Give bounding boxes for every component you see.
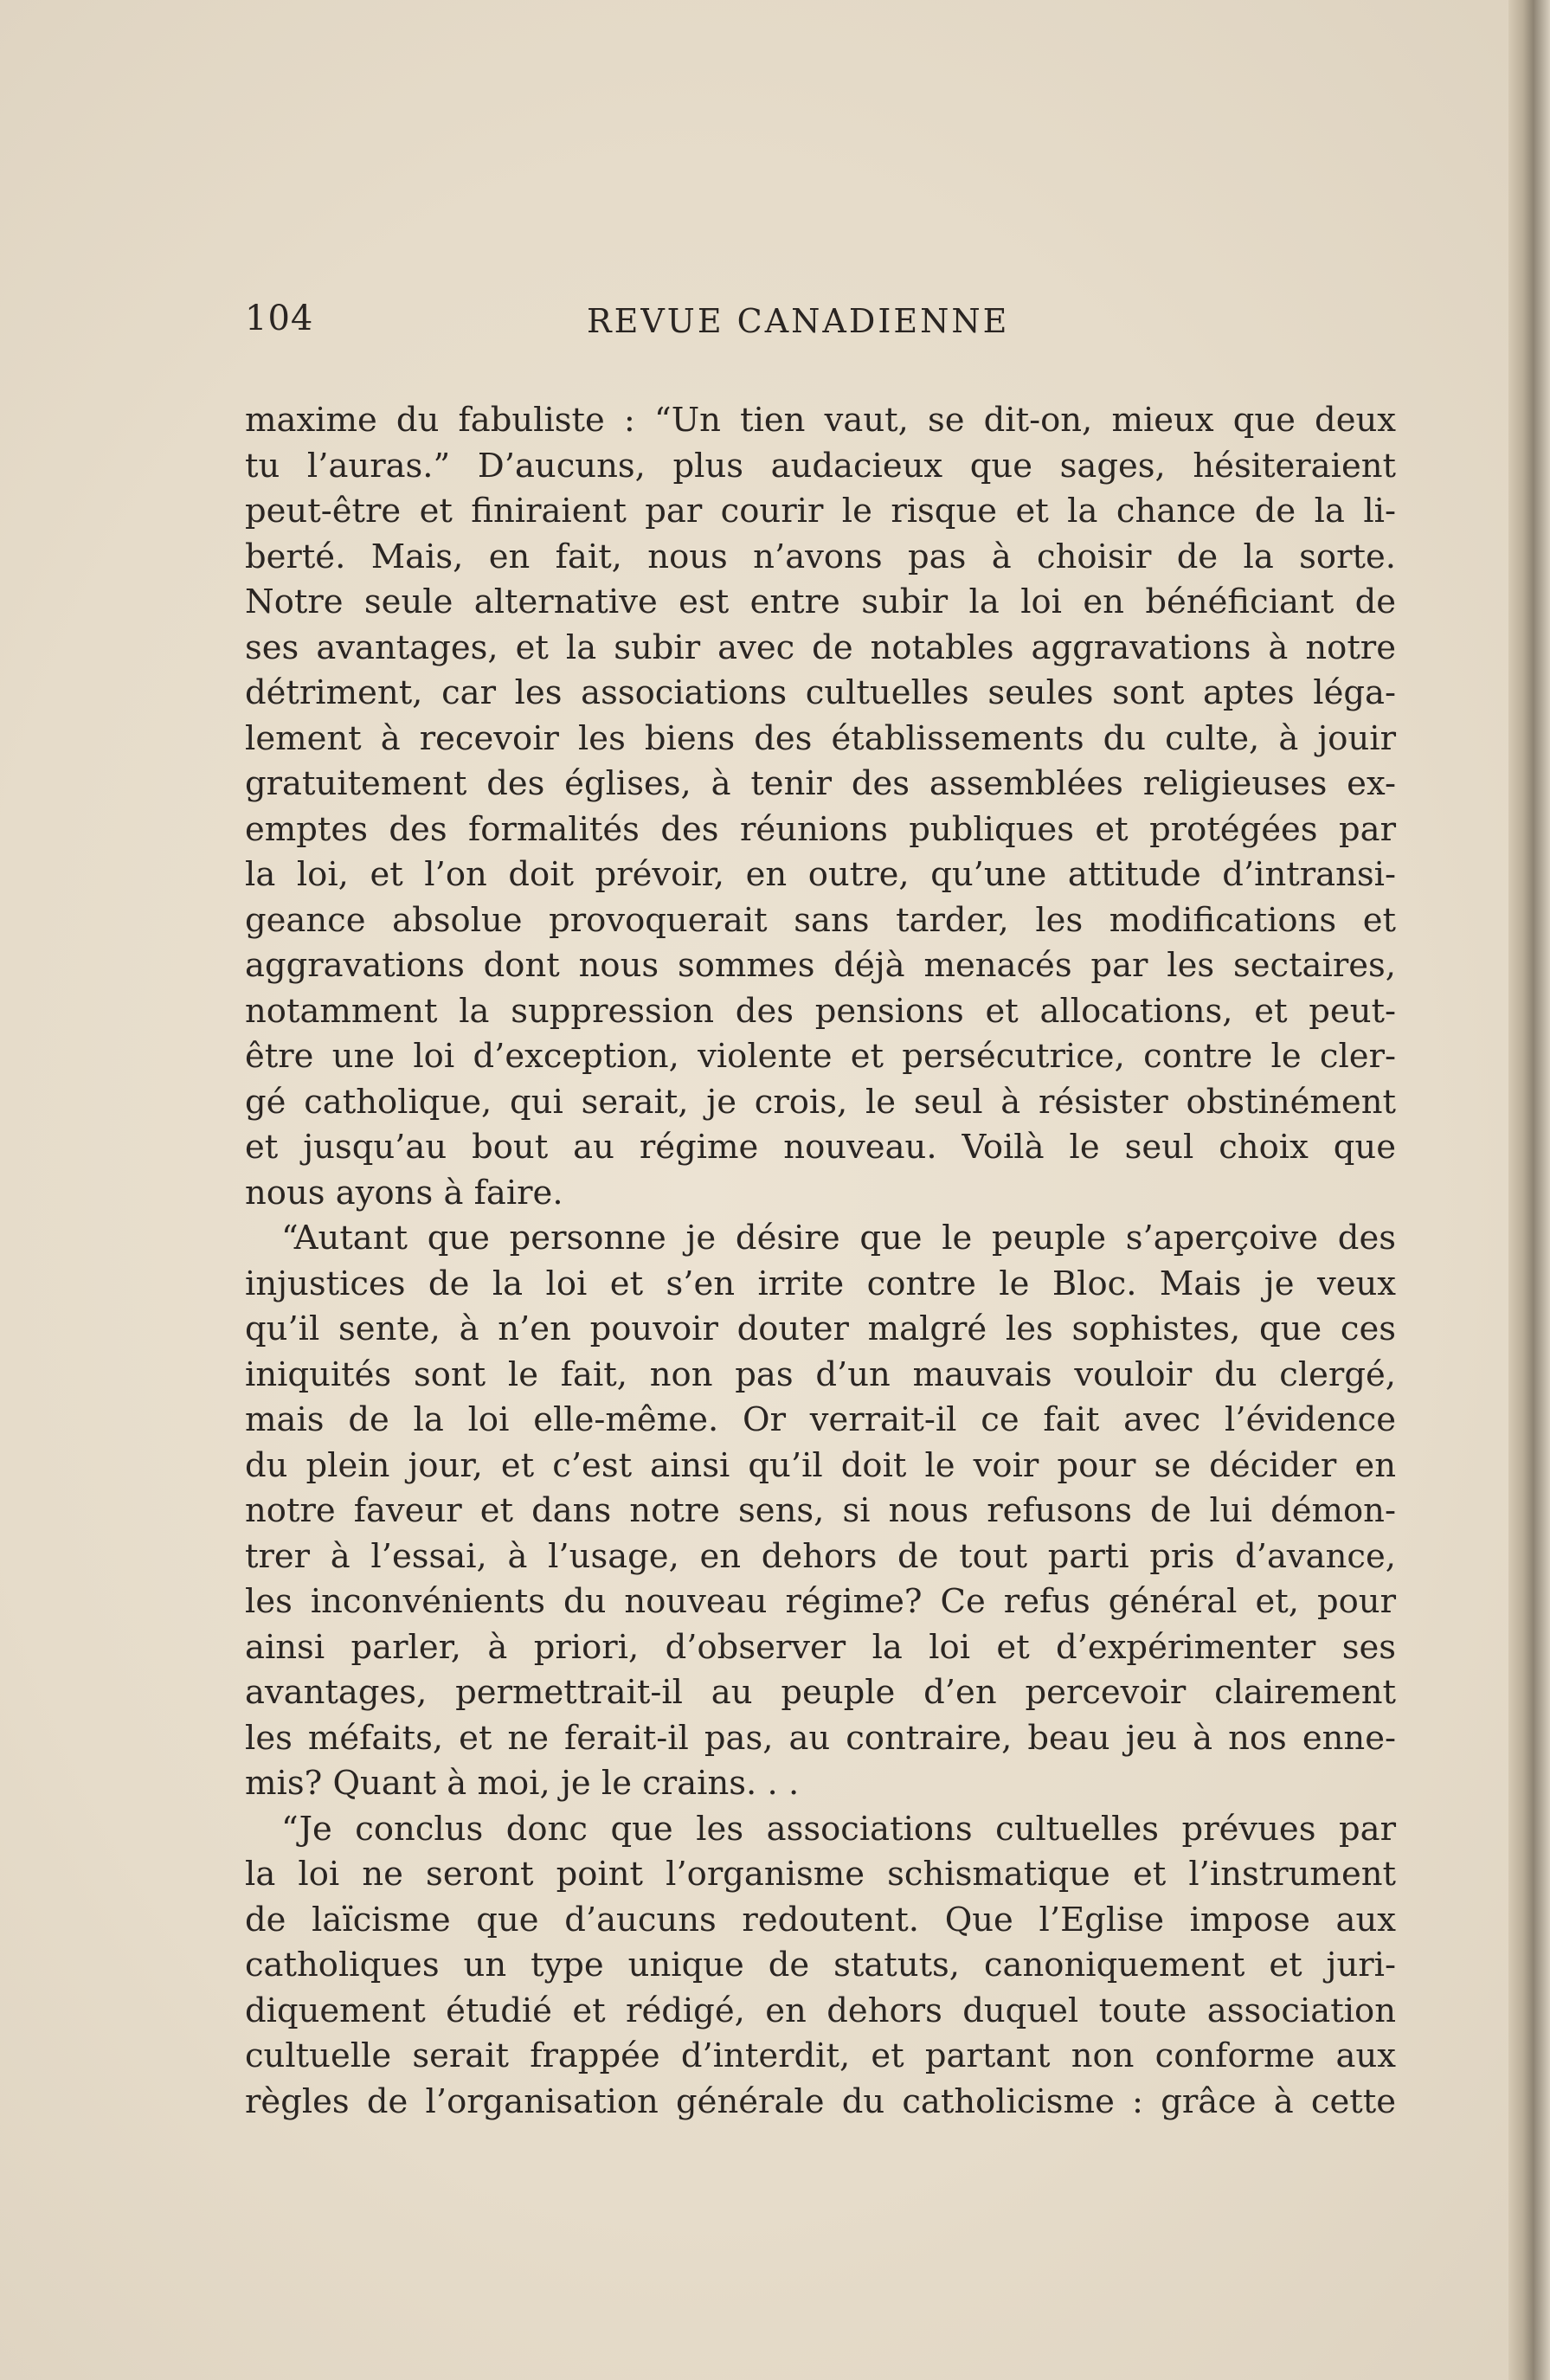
page-number: 104 [245, 299, 314, 338]
text-line: “Je conclus donc que les associations cultuelles prévues par [281, 1809, 1396, 1849]
text-line: détriment, car les associations cultuelles seules sont aptes léga- [245, 673, 1396, 712]
text-line: ses avantages, et la subir avec de notables aggravations à notre [245, 627, 1396, 667]
text-line: les inconvénients du nouveau régime? Ce refus général et, pour [245, 1582, 1396, 1621]
text-line: lement à recevoir les biens des établissements du culte, à jouir [245, 718, 1396, 758]
text-line: aggravations dont nous sommes déjà menacés par les sectaires, [245, 946, 1396, 985]
text-line: geance absolue provoquerait sans tarder, les modifications et [245, 900, 1396, 940]
text-line: règles de l’organisation générale du catholicisme : grâce à cette [245, 2081, 1396, 2121]
paragraph-2 [245, 1216, 1396, 1807]
text-line: la loi ne seront point l’organisme schismatique et l’instrument [245, 1855, 1396, 1894]
text-line: qu’il sente, à n’en pouvoir douter malgré les sophistes, que ces [245, 1309, 1396, 1348]
text-line: catholiques un type unique de statuts, canoniquement et juri- [245, 1946, 1396, 1984]
text-line: emptes des formalités des réunions publiques et protégées par [245, 809, 1396, 849]
text-line: mis? Quant à moi, je le crains. . . [245, 1764, 800, 1803]
text-line: avantages, permettrait-il au peuple d’en percevoir clairement [245, 1673, 1396, 1712]
text-line: maxime du fabuliste : “Un tien vaut, se dit-on, mieux que deux [245, 401, 1396, 440]
text-line: notre faveur et dans notre sens, si nous refusons de lui démon- [245, 1491, 1396, 1530]
text-line: nous ayons à faire. [245, 1173, 563, 1213]
paragraph-1 [245, 398, 1396, 1216]
text-line: ainsi parler, à priori, d’observer la loi et d’expérimenter ses [245, 1627, 1396, 1667]
text-line: les méfaits, et ne ferait-il pas, au contraire, beau jeu à nos enne- [245, 1718, 1396, 1758]
text-line: injustices de la loi et s’en irrite contre le Bloc. Mais je veux [245, 1264, 1396, 1303]
text-line: de laïcisme que d’aucuns redoutent. Que l’Eglise impose aux [245, 1900, 1396, 1939]
text-line: et jusqu’au bout au régime nouveau. Voilà le seul choix que [245, 1128, 1396, 1167]
text-line: Notre seule alternative est entre subir la loi en bénéficiant de [245, 582, 1396, 621]
body-text [245, 398, 1396, 2125]
text-line: notamment la suppression des pensions et allocations, et peut- [245, 991, 1396, 1031]
text-line: gé catholique, qui serait, je crois, le seul à résister obstinément [245, 1082, 1396, 1122]
text-line: trer à l’essai, à l’usage, en dehors de tout parti pris d’avance, [245, 1536, 1396, 1576]
text-line: iniquités sont le fait, non pas d’un mauvais vouloir du clergé, [245, 1354, 1396, 1394]
running-head [245, 299, 1413, 351]
text-line: gratuitement des églises, à tenir des assemblées religieuses ex- [245, 764, 1396, 803]
page-gutter-edge [1508, 0, 1550, 2380]
text-line: tu l’auras.” D’aucuns, plus audacieux que sages, hésiteraient [245, 446, 1396, 486]
paragraph-3 [245, 1807, 1396, 2126]
text-line: cultuelle serait frappée d’interdit, et partant non conforme aux [245, 2036, 1396, 2075]
text-line: peut-être et finiraient par courir le risque et la chance de la li- [245, 492, 1396, 531]
journal-title: REVUE CANADIENNE [587, 302, 1010, 340]
text-line: diquement étudié et rédigé, en dehors duquel toute association [245, 1991, 1396, 2030]
text-line: la loi, et l’on doit prévoir, en outre, qu’une attitude d’intransi- [245, 855, 1396, 894]
text-line: berté. Mais, en fait, nous n’avons pas à choisir de la sorte. [245, 537, 1396, 576]
text-line: “Autant que personne je désire que le peuple s’aperçoive des [281, 1219, 1396, 1258]
text-line: mais de la loi elle-même. Or verrait-il ce fait avec l’évidence [245, 1400, 1396, 1439]
text-line: du plein jour, et c’est ainsi qu’il doit le voir pour se décider en [245, 1445, 1396, 1485]
text-line: être une loi d’exception, violente et persécutrice, contre le cler- [245, 1037, 1396, 1076]
